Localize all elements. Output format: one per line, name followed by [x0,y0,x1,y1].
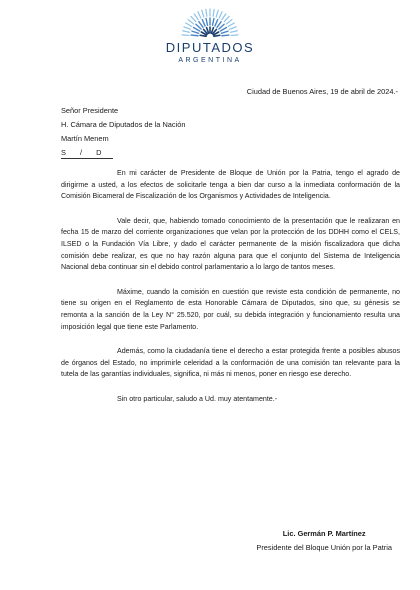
signer-name: Lic. Germán P. Martínez [282,529,366,538]
dome-ray [217,22,221,28]
dome-ray [228,23,234,27]
salutation-sd: S / D [61,148,113,159]
dome-ray [230,27,237,30]
dome-ray [206,18,207,25]
dome-ray [221,31,228,33]
dome-ray [226,20,231,24]
dome-ray [191,35,198,36]
dome-ray [202,20,205,26]
dome-ray [206,9,207,16]
dome-ray [198,12,201,18]
dome-ray [216,10,218,17]
dome-ray [196,24,201,29]
letter-date: Ciudad de Buenos Aires, 19 de abril de 2024.- [246,87,398,96]
body-paragraph: Vale decir, que, habiendo tomado conocimiento de la presentación que le realizaran en fecha 15 de marzo del corriente organizaciones que velan por la protección de los DDHH como el CELS, ILSED o la Fundación Vía Libre, y dado el carácter permanente de la misión fiscalizadora que dicha comisión debe realizar, es que no hay razón alguna para que el conjunto del Sistema de Inteligencia Nacional deba continuar sin el debido control parlamentario a lo largo de tantos meses. [61,216,400,272]
dome-ray [200,35,206,36]
dome-ray [202,10,204,17]
dome-ray [182,35,189,36]
signer-title: Presidente del Bloque Unión por la Patria [256,543,392,552]
dome-ray [231,35,238,36]
addressee-line: Martín Menem [61,134,109,143]
letter-body [61,168,400,419]
dome-ray [224,16,229,21]
logo-country: ARGENTINA [178,57,242,64]
dome-ray [219,12,222,18]
body-paragraph: Máxime, cuando la comisión en cuestión que reviste esta condición de permanente, no tiene su origen en el Reglamento de esta Honorable Cámara de Diputados, sino que, su génesis se remonta a la sanción de la Ley N° 25.520, por cuál, su debida integración y funcionamiento resulta una imposición legal que tiene este Parlamento. [61,287,400,331]
diputados-logo [0,8,420,65]
dome-ray [191,16,196,21]
body-paragraph: Sin otro particular, saludo a Ud. muy atentamente.- [117,394,278,403]
parliament-dome-icon [175,8,245,38]
dome-ray [183,31,190,33]
dome-ray [188,20,193,24]
dome-ray [192,31,199,33]
dome-ray [214,35,220,36]
dome-ray [222,14,226,20]
dome-ray [199,22,203,28]
dome-ray [215,20,218,26]
dome-ray [194,28,200,32]
dome-ray [184,27,191,30]
addressee-line: H. Cámara de Diputados de la Nación [61,120,186,129]
dome-ray [220,28,226,32]
dome-ray [222,35,229,36]
body-paragraph: En mi carácter de Presidente de Bloque de Unión por la Patria, tengo el agrado de dirigirme a usted, a los efectos de solicitarle tenga a bien dar curso a la inmediata conformación de la Comisión Bicameral de Fiscalización de los Organismos y Actividades de Inteligencia. [61,169,400,201]
addressee-line: Señor Presidente [61,106,119,115]
logo-name: DIPUTADOS [165,40,255,55]
dome-ray [212,18,213,25]
addressee-block [61,104,185,160]
dome-ray [213,9,214,16]
dome-ray [186,23,192,27]
dome-ray [230,31,237,33]
dome-ray [194,14,198,20]
body-paragraph: Además, como la ciudadanía tiene el derecho a estar protegida frente a posibles abusos de órganos del Estado, no imprimirle celeridad a la conformación de una comisión tan relevante para la tutela de las garantías individuales, significa, ni más ni menos, poner en riesgo ese derecho. [61,347,400,379]
dome-ray [219,24,224,29]
signature-block [256,527,392,555]
